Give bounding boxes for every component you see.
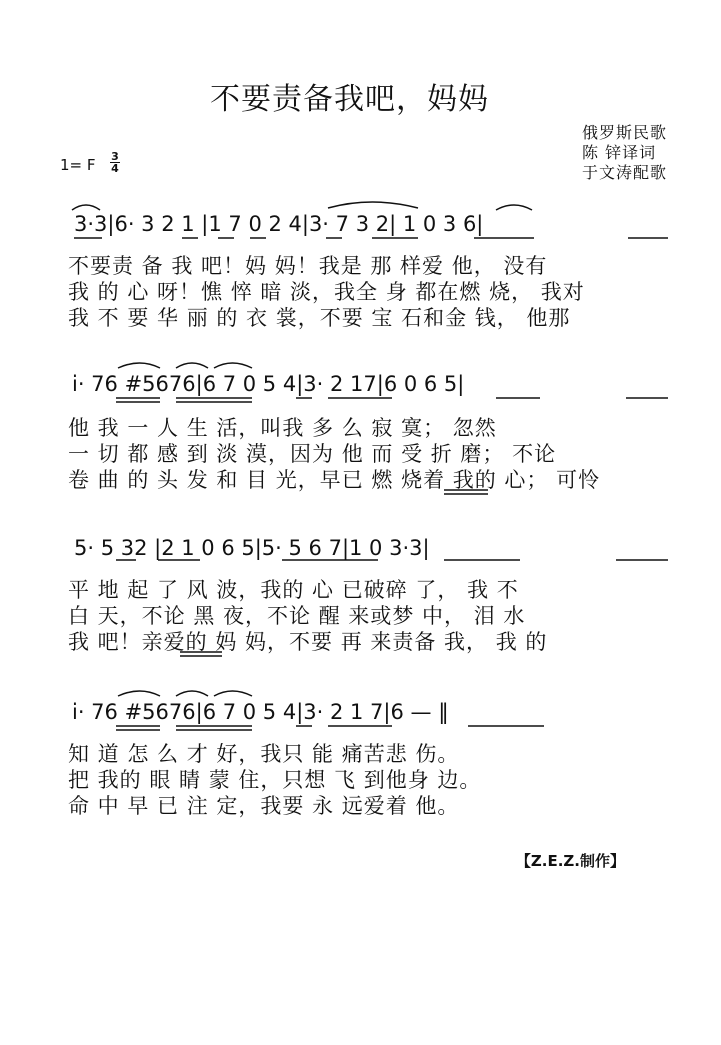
lyric-line-4-2: 把 我的 眼 睛 蒙 住，只想 飞 到他身 边。	[68, 768, 482, 792]
lyric-line-2-1: 他 我 一 人 生 活，叫我 多 么 寂 寞； 忽然	[68, 416, 497, 440]
lyric-line-3-1: 平 地 起 了 风 波，我的 心 已破碎 了， 我 不	[68, 578, 519, 602]
lyric-line-1-2: 我 的 心 呀！憔 悴 暗 淡，我全 身 都在燃 烧， 我对	[68, 280, 585, 304]
page-title: 不要责备我吧，妈妈	[210, 82, 489, 117]
notation-line-1: 3·3|6· 3 2 1 |1 7 0 2 4|3· 7 3 2| 1 0 3 6|	[74, 212, 484, 236]
lyric-line-4-1: 知 道 怎 么 才 好，我只 能 痛苦悲 伤。	[68, 742, 460, 766]
lyric-line-2-3: 卷 曲 的 头 发 和 目 光，早已 燃 烧着 我的 心； 可怜	[68, 468, 601, 492]
notation-line-4: i· 76 #5676|6 7 0 5 4|3· 2 1 7|6 — ‖	[72, 700, 449, 724]
footer-credit: 【Z.E.Z.制作】	[515, 852, 625, 870]
credit-origin: 俄罗斯民歌	[582, 123, 668, 142]
lyric-line-2-2: 一 切 都 感 到 淡 漠，因为 他 而 受 折 磨； 不论	[68, 442, 557, 466]
lyric-line-3-2: 白 天，不论 黑 夜，不论 醒 来或梦 中， 泪 水	[68, 604, 526, 628]
notation-line-3: 5· 5 32 |2 1 0 6 5|5· 5 6 7|1 0 3·3|	[74, 536, 430, 560]
lyric-line-1-3: 我 不 要 华 丽 的 衣 裳，不要 宝 石和金 钱， 他那	[68, 306, 571, 330]
lyric-line-3-3: 我 吧！亲爱的 妈 妈，不要 再 来责备 我， 我 的	[68, 630, 548, 654]
lyric-line-4-3: 命 中 早 已 注 定，我要 永 远爱着 他。	[68, 794, 460, 818]
time-signature-bottom: 4	[111, 162, 119, 175]
time-signature-top: 3	[111, 150, 119, 163]
credit-arranger: 于文涛配歌	[582, 163, 668, 182]
notation-line-2: i· 76 #5676|6 7 0 5 4|3· 2 17|6 0 6 5|	[72, 372, 465, 396]
key-signature: 1= F	[60, 156, 96, 174]
lyric-line-1-1: 不要责 备 我 吧！妈 妈！我是 那 样爱 他， 没有	[68, 254, 548, 278]
credit-lyricist: 陈 锌译词	[582, 143, 657, 162]
